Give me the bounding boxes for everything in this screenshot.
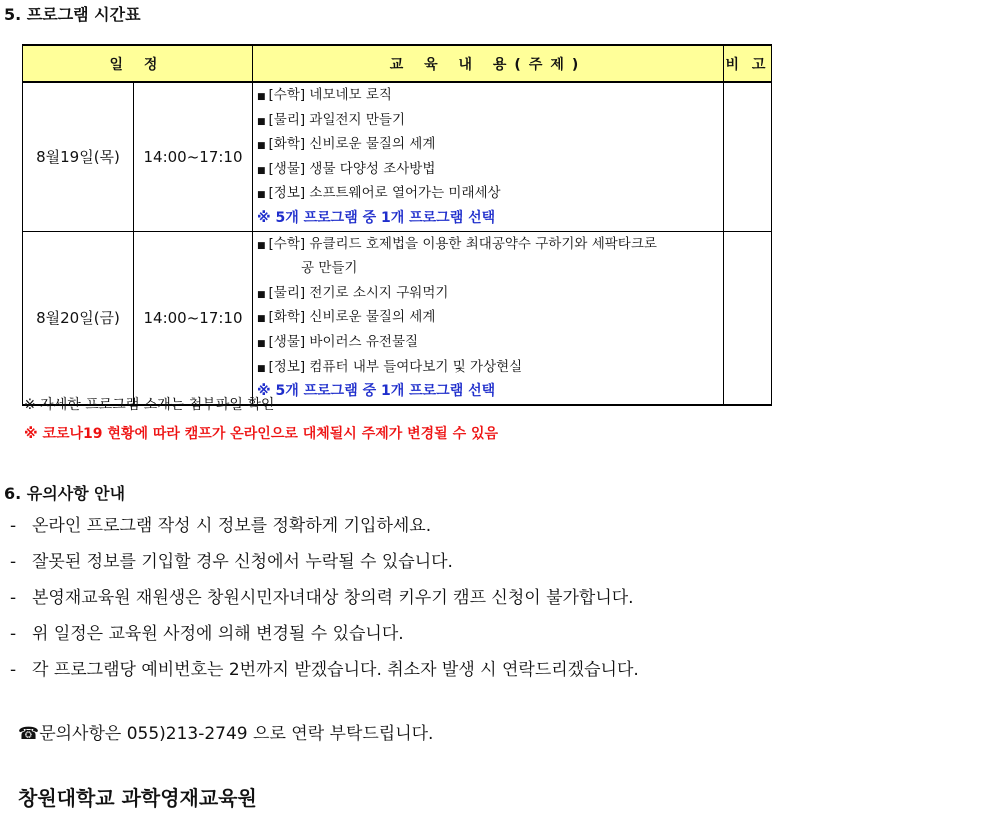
list-item: ■ [정보] 컴퓨터 내부 들여다보기 및 가상현실 bbox=[257, 358, 523, 375]
list-item: - 위 일정은 교육원 사정에 의해 변경될 수 있습니다. bbox=[10, 624, 404, 644]
organization-name: 창원대학교 과학영재교육원 bbox=[18, 786, 257, 810]
list-item: - 잘못된 정보를 기입할 경우 신청에서 누락될 수 있습니다. bbox=[10, 552, 453, 572]
selection-note: ※ 5개 프로그램 중 1개 프로그램 선택 bbox=[257, 209, 496, 226]
row-note bbox=[724, 82, 772, 231]
bullet-icon: ■ bbox=[257, 92, 266, 102]
contact-text: 문의사항은 055)213-2749 으로 연락 부탁드립니다. bbox=[39, 724, 434, 744]
row-date: 8월20일(금) bbox=[23, 231, 134, 405]
section-5-title: 5. 프로그램 시간표 bbox=[4, 5, 141, 24]
bullet-icon: ■ bbox=[257, 240, 266, 251]
guideline-list bbox=[10, 512, 639, 692]
list-item: ■ [물리] 과일전지 만들기 bbox=[257, 111, 406, 128]
list-item: ■ [수학] 네모네모 로직 bbox=[257, 87, 392, 103]
header-date: 일 정 bbox=[23, 45, 253, 82]
list-item: ■ [화학] 신비로운 물질의 세계 bbox=[257, 136, 436, 153]
list-item: - 본영재교육원 재원생은 창원시민자녀대상 창의력 키우기 캠프 신청이 불가합니다. bbox=[10, 588, 634, 608]
telephone-icon: ☎ bbox=[18, 724, 40, 744]
table-header-row bbox=[23, 45, 772, 82]
section-6-title: 6. 유의사항 안내 bbox=[4, 484, 126, 503]
program-list bbox=[253, 83, 723, 231]
table-row bbox=[23, 82, 772, 231]
header-note: 비 고 bbox=[724, 45, 772, 82]
row-note bbox=[724, 231, 772, 405]
header-content: 교 육 내 용(주제) bbox=[253, 45, 724, 82]
list-item: - 각 프로그램당 예비번호는 2번까지 받겠습니다. 취소자 발생 시 연락드리겠습니다. bbox=[10, 660, 639, 680]
row-content bbox=[253, 82, 724, 231]
list-item: ■ [수학] 유클리드 호제법을 이용한 최대공약수 구하기와 세팍타크로 bbox=[257, 235, 657, 252]
bullet-icon: ■ bbox=[257, 338, 266, 349]
bullet-icon: ■ bbox=[257, 165, 266, 176]
list-item: ■ [물리] 전기로 소시지 구워먹기 bbox=[257, 284, 449, 301]
list-item-continuation: 공 만들기 bbox=[301, 260, 358, 277]
list-item: - 온라인 프로그램 작성 시 정보를 정확하게 기입하세요. bbox=[10, 516, 432, 536]
row-date: 8월19일(목) bbox=[23, 82, 134, 231]
schedule-table bbox=[22, 44, 772, 406]
bullet-icon: ■ bbox=[257, 289, 266, 300]
list-item: ■ [생물] 바이러스 유전물질 bbox=[257, 333, 419, 350]
row-time: 14:00~17:10 bbox=[134, 82, 253, 231]
table-row bbox=[23, 231, 772, 405]
row-time: 14:00~17:10 bbox=[134, 231, 253, 405]
bullet-icon: ■ bbox=[257, 116, 266, 127]
selection-note: ※ 5개 프로그램 중 1개 프로그램 선택 bbox=[257, 383, 496, 400]
bullet-icon: ■ bbox=[257, 190, 266, 201]
contact-line bbox=[18, 719, 433, 744]
bullet-icon: ■ bbox=[257, 314, 266, 325]
list-item: ■ [생물] 생물 다양성 조사방법 bbox=[257, 160, 436, 177]
covid-warning: ※ 코로나19 현황에 따라 캠프가 온라인으로 대체될시 주제가 변경될 수 있음 bbox=[24, 426, 499, 442]
detail-note: ※ 자세한 프로그램 소개는 첨부파일 확인 bbox=[24, 397, 275, 413]
bullet-icon: ■ bbox=[257, 141, 266, 152]
row-content bbox=[253, 231, 724, 405]
program-list bbox=[253, 232, 723, 404]
list-item: ■ [화학] 신비로운 물질의 세계 bbox=[257, 309, 436, 326]
bullet-icon: ■ bbox=[257, 363, 266, 374]
list-item: ■ [정보] 소프트웨어로 열어가는 미래세상 bbox=[257, 185, 501, 202]
